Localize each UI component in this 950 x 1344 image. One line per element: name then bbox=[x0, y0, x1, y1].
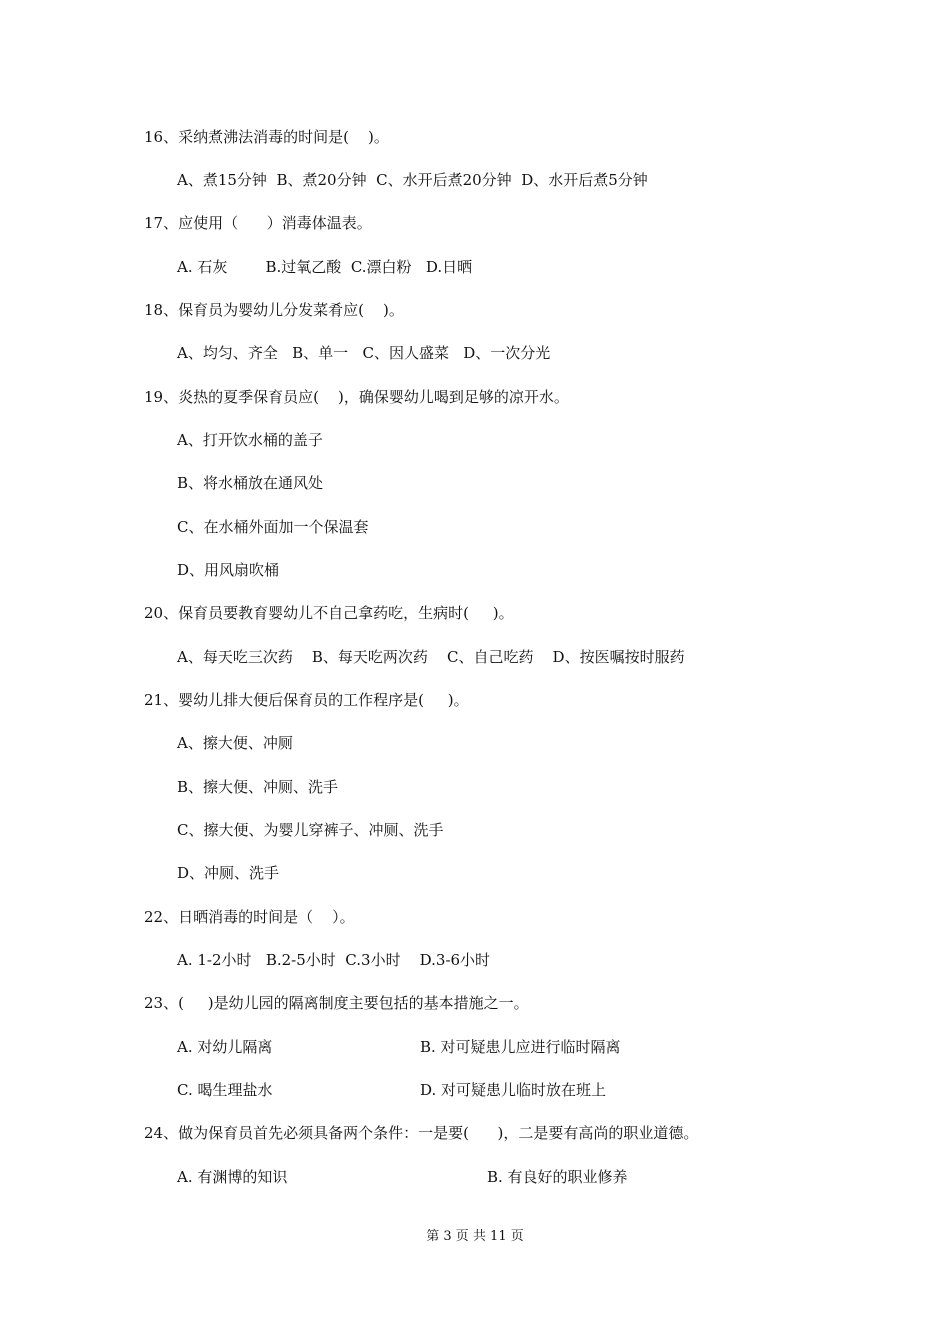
question-22: 22、日晒消毒的时间是（ ）。 bbox=[144, 908, 355, 926]
question-24: 24、做为保育员首先必须具备两个条件：一是要( )，二是要有高尚的职业道德。 bbox=[144, 1124, 699, 1142]
question-21-option-d: D、冲厕、洗手 bbox=[177, 864, 280, 882]
question-18-options: A、均匀、齐全 B、单一 C、因人盛菜 D、一次分光 bbox=[177, 344, 551, 362]
question-16: 16、采纳煮沸法消毒的时间是( )。 bbox=[144, 128, 389, 146]
question-21-option-b: B、擦大便、冲厕、洗手 bbox=[177, 778, 339, 796]
question-18: 18、保育员为婴幼儿分发菜肴应( )。 bbox=[144, 301, 404, 319]
question-20: 20、保育员要教育婴幼儿不自己拿药吃，生病时( )。 bbox=[144, 604, 514, 622]
question-23-option-d: D. 对可疑患儿临时放在班上 bbox=[420, 1081, 607, 1099]
question-16-options: A、煮15分钟 B、煮20分钟 C、水开后煮20分钟 D、水开后煮5分钟 bbox=[177, 171, 648, 189]
question-23: 23、( )是幼儿园的隔离制度主要包括的基本措施之一。 bbox=[144, 994, 529, 1012]
question-19-option-a: A、打开饮水桶的盖子 bbox=[177, 431, 323, 449]
question-24-option-a: A. 有渊博的知识 bbox=[177, 1168, 288, 1186]
question-23-option-b: B. 对可疑患儿应进行临时隔离 bbox=[420, 1038, 621, 1056]
page-footer: 第 3 页 共 11 页 bbox=[426, 1229, 524, 1244]
question-21: 21、婴幼儿排大便后保育员的工作程序是( )。 bbox=[144, 691, 469, 709]
question-23-option-a: A. 对幼儿隔离 bbox=[177, 1038, 273, 1056]
question-21-option-c: C、擦大便、为婴儿穿裤子、冲厕、洗手 bbox=[177, 821, 444, 839]
question-24-option-b: B. 有良好的职业修养 bbox=[487, 1168, 628, 1186]
question-22-options: A. 1-2小时 B.2-5小时 C.3小时 D.3-6小时 bbox=[177, 951, 491, 969]
question-19-option-d: D、用风扇吹桶 bbox=[177, 561, 280, 579]
question-21-option-a: A、擦大便、冲厕 bbox=[177, 734, 293, 752]
question-23-option-c: C. 喝生理盐水 bbox=[177, 1081, 273, 1099]
question-17: 17、应使用（ ）消毒体温表。 bbox=[144, 214, 372, 232]
question-20-options: A、每天吃三次药 B、每天吃两次药 C、自己吃药 D、按医嘱按时服药 bbox=[177, 648, 685, 666]
question-17-options: A. 石灰 B.过氧乙酸 C.漂白粉 D.日晒 bbox=[177, 258, 473, 276]
question-19-option-c: C、在水桶外面加一个保温套 bbox=[177, 518, 369, 536]
question-19: 19、炎热的夏季保育员应( )，确保婴幼儿喝到足够的凉开水。 bbox=[144, 388, 569, 406]
question-19-option-b: B、将水桶放在通风处 bbox=[177, 474, 324, 492]
